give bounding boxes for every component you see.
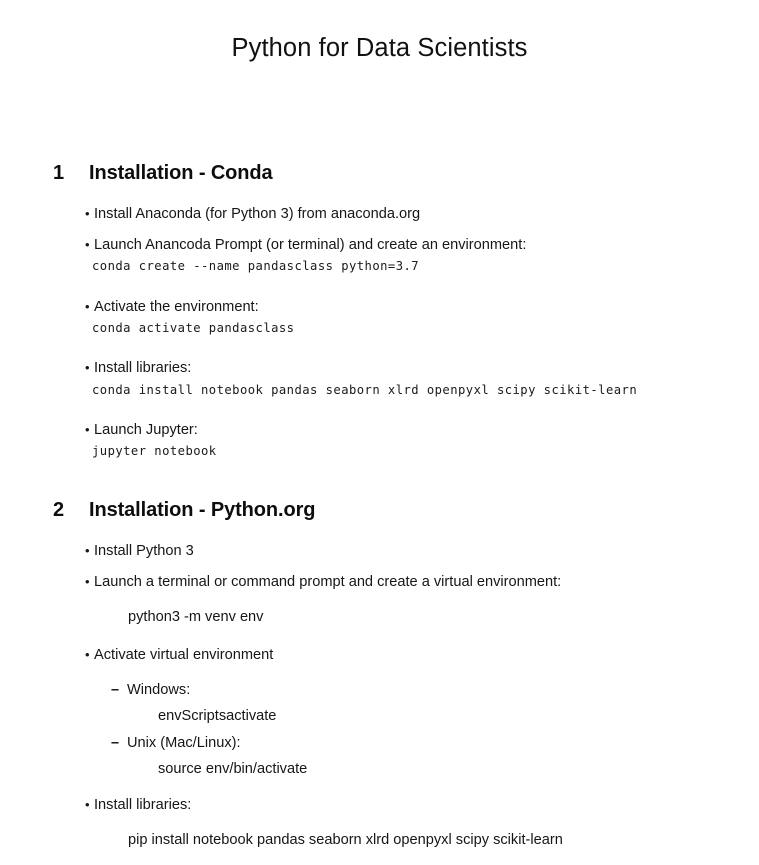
list-item-label: Launch Jupyter:: [94, 422, 198, 438]
code-line: jupyter notebook: [92, 444, 217, 458]
code-line: conda install notebook pandas seaborn xlrd openpyxl scipy scikit-learn: [92, 383, 638, 397]
command-line: envScriptsactivate: [158, 708, 277, 724]
code-line: conda create --name pandasclass python=3.7: [92, 259, 420, 273]
code-line: conda activate pandasclass: [92, 321, 295, 335]
list-item-label: Install Python 3: [94, 543, 194, 559]
list-item-label: Launch a terminal or command prompt and create a virtual environment:: [94, 574, 562, 590]
section-title-2: Installation - Python.org: [89, 499, 316, 521]
sub-list-item: [111, 734, 241, 752]
bullet-marker-icon: •: [85, 797, 90, 812]
dash-marker-icon: –: [111, 681, 120, 698]
list-item: [85, 421, 198, 439]
list-item-label: Launch Anancoda Prompt (or terminal) and create an environment:: [94, 237, 527, 253]
list-item: [85, 542, 194, 560]
document-title: Python for Data Scientists: [231, 34, 528, 62]
list-item-label: Activate the environment:: [94, 299, 259, 315]
list-item-label: Activate virtual environment: [94, 647, 274, 663]
list-item: [85, 796, 191, 814]
list-item-label: Install libraries:: [94, 797, 192, 813]
list-item: [85, 359, 191, 377]
section-number-2: 2: [53, 499, 65, 521]
list-item: [85, 298, 259, 316]
dash-marker-icon: –: [111, 734, 120, 751]
list-item: [85, 236, 526, 254]
command-line: source env/bin/activate: [158, 761, 308, 777]
section-number-1: 1: [53, 162, 65, 184]
bullet-marker-icon: •: [85, 360, 90, 375]
list-item-label: Install Anaconda (for Python 3) from anaconda.org: [94, 206, 421, 222]
bullet-marker-icon: •: [85, 299, 90, 314]
bullet-marker-icon: •: [85, 647, 90, 662]
bullet-marker-icon: •: [85, 237, 90, 252]
sub-list-item: [111, 681, 190, 699]
list-item: [85, 646, 273, 664]
sub-list-item-label: Windows:: [127, 682, 191, 698]
section-heading-2: [53, 499, 315, 522]
bullet-marker-icon: •: [85, 543, 90, 558]
command-line: python3 -m venv env: [128, 609, 264, 625]
bullet-marker-icon: •: [85, 574, 90, 589]
bullet-marker-icon: •: [85, 206, 90, 221]
command-line: pip install notebook pandas seaborn xlrd openpyxl scipy scikit-learn: [128, 832, 563, 848]
bullet-marker-icon: •: [85, 422, 90, 437]
section-heading-1: [53, 162, 273, 185]
list-item: [85, 573, 561, 591]
sub-list-item-label: Unix (Mac/Linux):: [127, 735, 241, 751]
list-item: [85, 205, 420, 223]
section-title-1: Installation - Conda: [89, 162, 273, 184]
list-item-label: Install libraries:: [94, 360, 192, 376]
